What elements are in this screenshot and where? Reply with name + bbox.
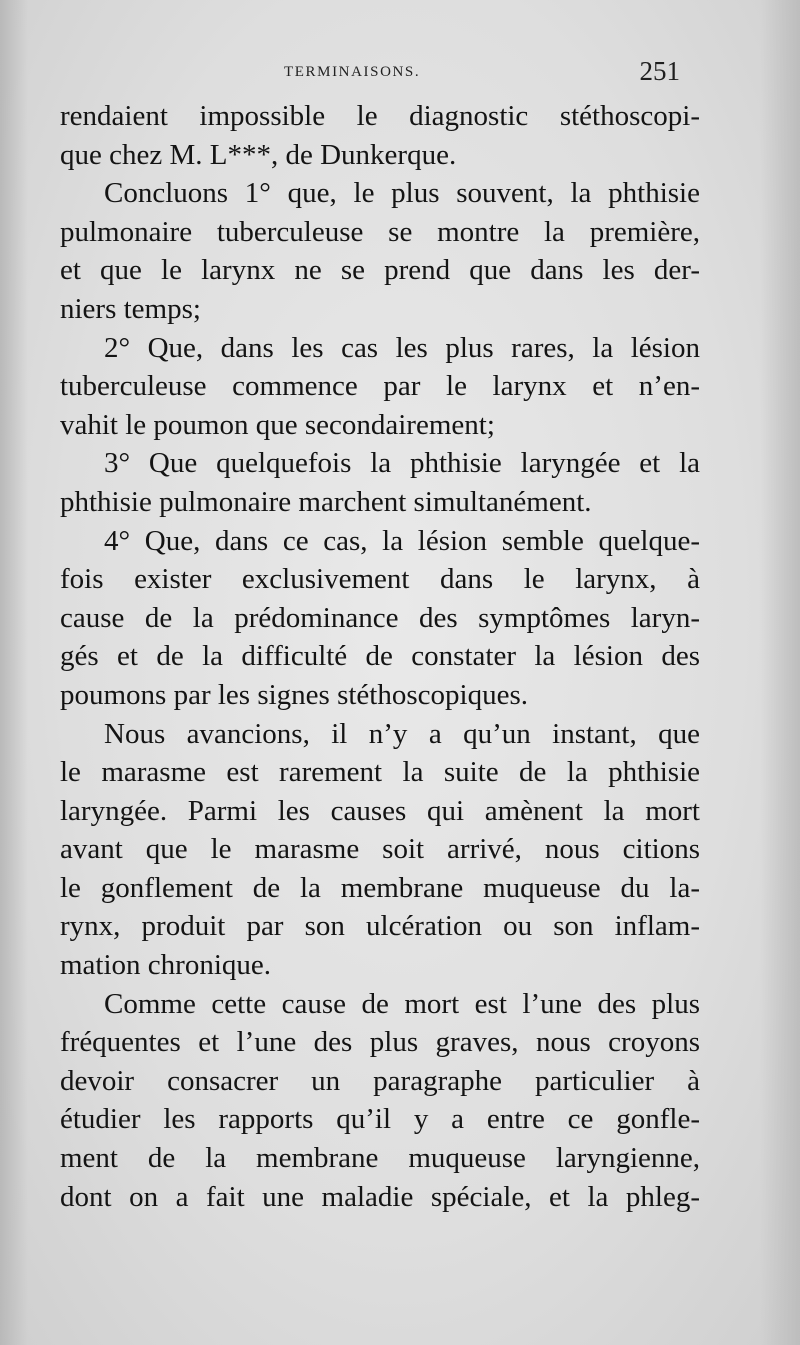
- text-line: Comme cette cause de mort est l’une des plus: [104, 987, 700, 1020]
- text-line: laryngée. Parmi les causes qui amènent la mort: [60, 794, 700, 827]
- text-line: ment de la membrane muqueuse laryngienne,: [60, 1142, 700, 1175]
- text-line: rynx, produit par son ulcération ou son inflam-: [60, 910, 700, 943]
- text-line: vahit le poumon que secondairement;: [60, 408, 495, 441]
- text-line: Concluons 1° que, le plus souvent, la phthisie: [104, 177, 700, 210]
- text-line: devoir consacrer un paragraphe particulier à: [60, 1064, 700, 1097]
- text-line: 3° Que quelquefois la phthisie laryngée et la: [104, 447, 700, 480]
- text-line: le gonflement de la membrane muqueuse du la-: [60, 871, 700, 904]
- text-line: niers temps;: [60, 292, 201, 325]
- text-line: étudier les rapports qu’il y a entre ce gonfle-: [60, 1103, 700, 1136]
- page-shadow-left: [0, 0, 28, 1345]
- text-line: gés et de la difficulté de constater la lésion des: [60, 640, 700, 673]
- text-line: mation chronique.: [60, 949, 272, 982]
- body-text: [60, 97, 700, 1216]
- text-line: Nous avancions, il n’y a qu’un instant, que: [104, 717, 700, 750]
- text-line: cause de la prédominance des symptômes laryn-: [60, 601, 700, 634]
- text-line: avant que le marasme soit arrivé, nous citions: [60, 833, 700, 866]
- text-line: le marasme est rarement la suite de la phthisie: [60, 756, 700, 789]
- text-line: dont on a fait une maladie spéciale, et la phleg-: [60, 1180, 700, 1213]
- text-line: tuberculeuse commence par le larynx et n’en-: [60, 370, 700, 403]
- page-header: [62, 58, 680, 88]
- text-line: 2° Que, dans les cas les plus rares, la lésion: [104, 331, 700, 364]
- text-line: phthisie pulmonaire marchent simultanément.: [60, 485, 592, 518]
- text-line: poumons par les signes stéthoscopiques.: [60, 678, 528, 711]
- page-shadow-right: [760, 0, 800, 1345]
- text-line: rendaient impossible le diagnostic stéthoscopi-: [60, 100, 700, 132]
- page-number: 251: [639, 56, 680, 86]
- text-line: et que le larynx ne se prend que dans les der-: [60, 254, 700, 287]
- text-line: pulmonaire tuberculeuse se montre la première,: [60, 215, 700, 248]
- text-line: que chez M. L***, de Dunkerque.: [60, 138, 457, 171]
- text-line: 4° Que, dans ce cas, la lésion semble quelque-: [104, 524, 700, 557]
- running-title: TERMINAISONS.: [284, 64, 421, 80]
- text-line: fréquentes et l’une des plus graves, nous croyons: [60, 1026, 700, 1059]
- text-line: fois exister exclusivement dans le larynx, à: [60, 563, 700, 596]
